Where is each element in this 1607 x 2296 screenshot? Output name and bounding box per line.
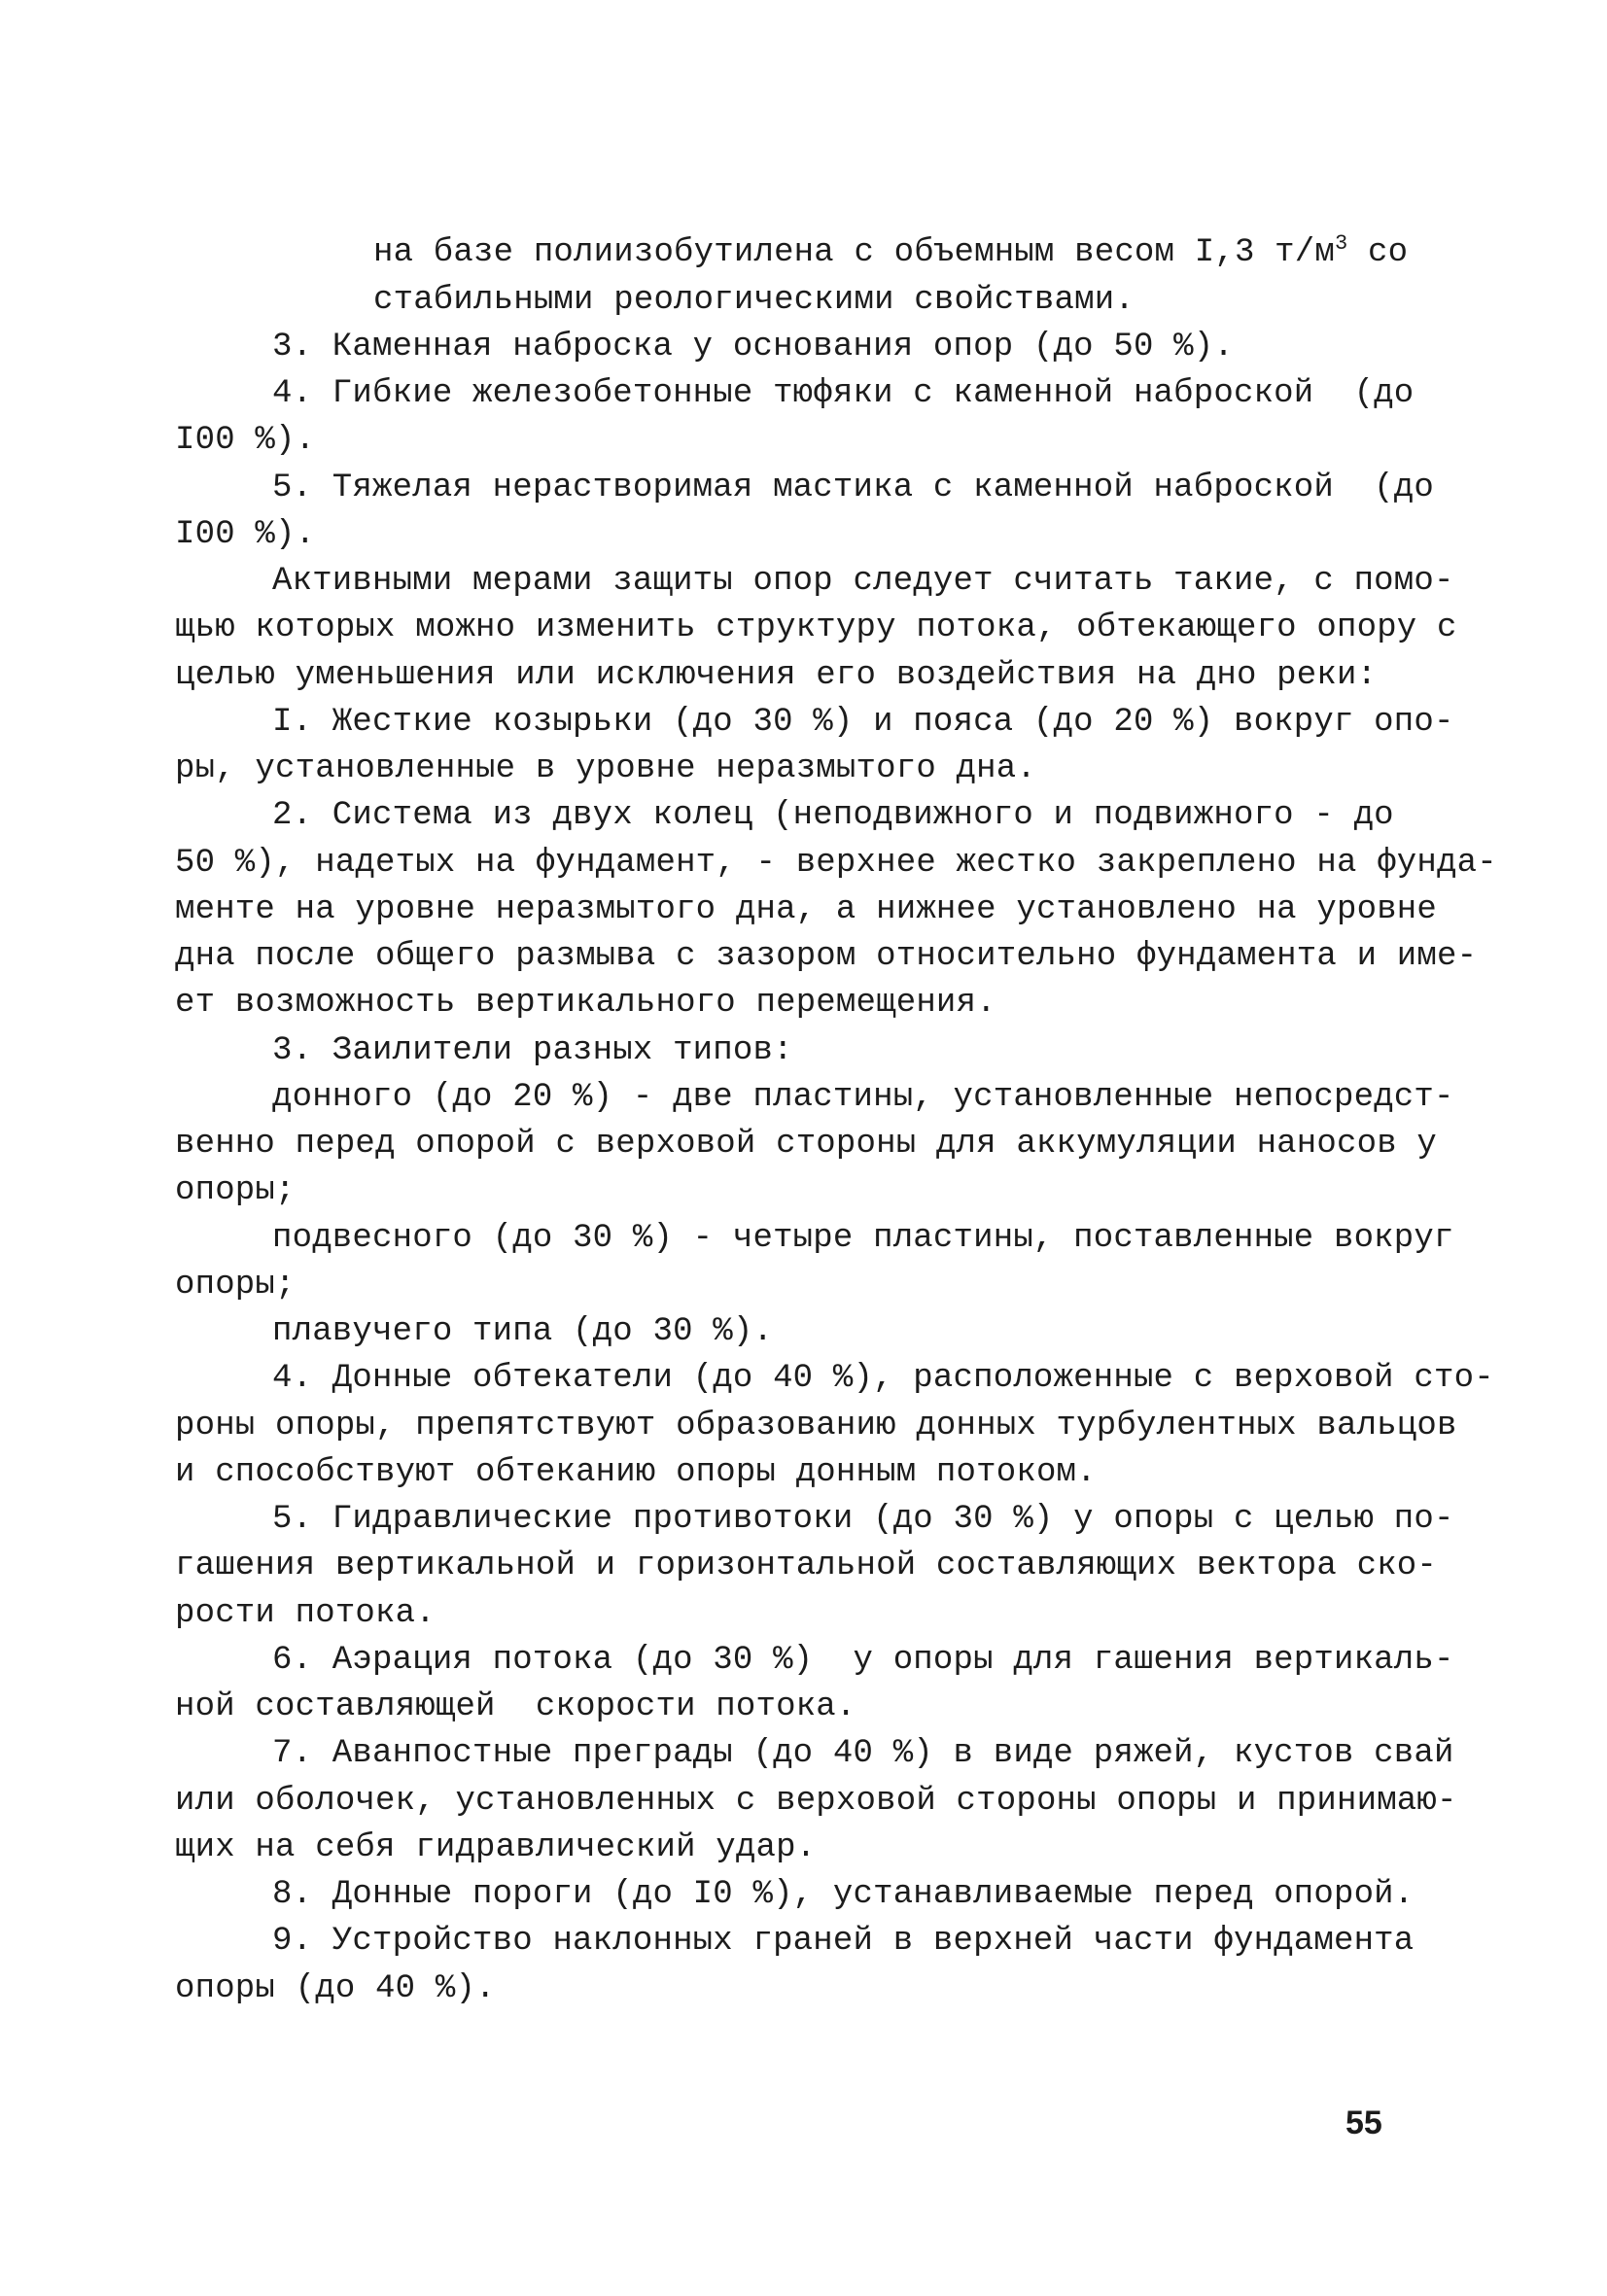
- text-line: и способствуют обтеканию опоры донным потоком.: [175, 1454, 1097, 1491]
- text-line: подвесного (до 30 %) - четыре пластины, поставленные вокруг: [272, 1220, 1454, 1257]
- text-line: роны опоры, препятствуют образованию донных турбулентных вальцов: [175, 1408, 1457, 1444]
- text-line: I00 %).: [175, 422, 316, 459]
- text-line: опоры;: [175, 1267, 296, 1304]
- text-line: 5. Тяжелая нерастворимая мастика с каменной наброской (до: [272, 470, 1434, 506]
- text-line: 50 %), надетых на фундамент, - верхнее жестко закреплено на фунда-: [175, 845, 1497, 882]
- text-line: ет возможность вертикального перемещения.: [175, 985, 996, 1022]
- text-line: или оболочек, установленных с верховой стороны опоры и принимаю-: [175, 1783, 1457, 1820]
- text-line: гашения вертикальной и горизонтальной составляющих вектора ско-: [175, 1548, 1438, 1584]
- text-line: 4. Донные обтекатели (до 40 %), расположенные с верховой сто-: [272, 1360, 1494, 1397]
- text-line: плавучего типа (до 30 %).: [272, 1313, 774, 1350]
- text-line: 3. Заилители разных типов:: [272, 1032, 793, 1069]
- text-line: 4. Гибкие железобетонные тюфяки с каменной наброской (до: [272, 375, 1415, 412]
- text-line: 2. Система из двух колец (неподвижного и подвижного - до: [272, 797, 1394, 834]
- text-line: I. Жесткие козырьки (до 30 %) и пояса (до 20 %) вокруг опо-: [272, 704, 1454, 741]
- superscript: 3: [1334, 231, 1348, 256]
- text-line: венно перед опорой с верховой стороны для аккумуляции наносов у: [175, 1126, 1438, 1163]
- text-line: 7. Аванпостные преграды (до 40 %) в виде ряжей, кустов свай: [272, 1735, 1454, 1772]
- text-line: стабильными реологическими свойствами.: [373, 282, 1135, 319]
- text-line: ры, установленные в уровне неразмытого дна.: [175, 750, 1036, 787]
- text-line: опоры;: [175, 1172, 296, 1209]
- text-line: целью уменьшения или исключения его воздействия на дно реки:: [175, 657, 1378, 694]
- text-line: 5. Гидравлические противотоки (до 30 %) у опоры с целью по-: [272, 1501, 1454, 1538]
- text-line: 3. Каменная наброска у основания опор (до 50 %).: [272, 329, 1234, 365]
- text-line: 6. Аэрация потока (до 30 %) у опоры для гашения вертикаль-: [272, 1642, 1454, 1679]
- text-line: донного (до 20 %) - две пластины, установленные непосредст-: [272, 1079, 1454, 1116]
- text-line: опоры (до 40 %).: [175, 1970, 496, 2007]
- text-line: менте на уровне неразмытого дна, а нижнее установлено на уровне: [175, 891, 1438, 928]
- text-line: 8. Донные пороги (до I0 %), устанавливаемые перед опорой.: [272, 1876, 1415, 1913]
- text-line: рости потока.: [175, 1595, 436, 1632]
- text-line: Активными мерами защиты опор следует считать такие, с помо-: [272, 563, 1454, 600]
- text-line: I00 %).: [175, 516, 316, 553]
- text-line: 9. Устройство наклонных граней в верхней части фундамента: [272, 1923, 1415, 1960]
- text-line: на базе полиизобутилена с объемным весом I,3 $т/м^3$ со: [373, 231, 1409, 271]
- text-line: ной составляющей скорости потока.: [175, 1688, 856, 1725]
- text-line: дна после общего размыва с зазором относительно фундамента и име-: [175, 938, 1478, 975]
- text-line: щих на себя гидравлический удар.: [175, 1829, 817, 1866]
- text-line: щью которых можно изменить структуру потока, обтекающего опору с: [175, 609, 1457, 646]
- page-number: 55: [1345, 2105, 1382, 2141]
